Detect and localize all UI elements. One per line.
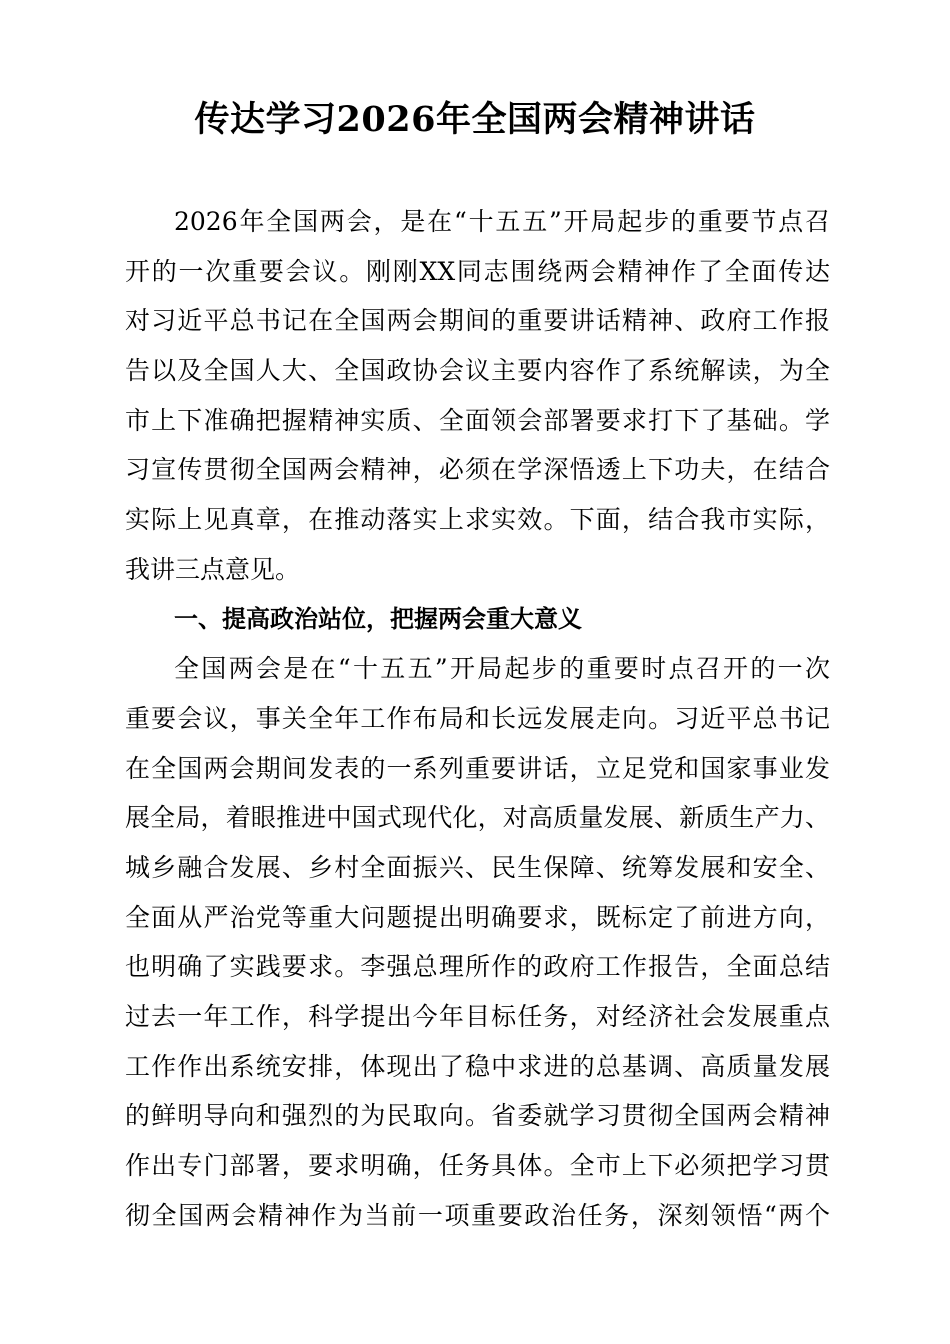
document-title: 传达学习2026年全国两会精神讲话 [194,99,756,140]
paragraph-line: 重要会议，事关全年工作布局和长远发展走向。习近平总书记 [125,703,830,733]
paragraph-line: 告以及全国人大、全国政协会议主要内容作了系统解读，为全 [125,356,830,386]
paragraph-line: 的鲜明导向和强烈的为民取向。省委就学习贯彻全国两会精神 [125,1101,830,1131]
paragraph-line: 对习近平总书记在全国两会期间的重要讲话精神、政府工作报 [125,306,830,336]
paragraph-line: 在全国两会期间发表的一系列重要讲话，立足党和国家事业发 [125,753,830,783]
paragraph-line: 彻全国两会精神作为当前一项重要政治任务，深刻领悟“两个 [125,1200,830,1230]
paragraph-line: 习宣传贯彻全国两会精神，必须在学深悟透上下功夫，在结合 [125,455,830,485]
section-heading: 一、提高政治站位，把握两会重大意义 [174,604,582,633]
paragraph-line: 作出专门部署，要求明确，任务具体。全市上下必须把学习贯 [125,1151,830,1181]
document-body [125,197,830,1240]
paragraph-line: 全面从严治党等重大问题提出明确要求，既标定了前进方向， [125,902,830,932]
paragraph-line: 全国两会是在“十五五”开局起步的重要时点召开的一次 [174,654,830,684]
paragraph-line: 展全局，着眼推进中国式现代化，对高质量发展、新质生产力、 [125,803,830,833]
paragraph-line: 城乡融合发展、乡村全面振兴、民生保障、统筹发展和安全、 [125,852,830,882]
paragraph-line: 实际上见真章，在推动落实上求实效。下面，结合我市实际， [125,505,830,535]
paragraph-line: 工作作出系统安排，体现出了稳中求进的总基调、高质量发展 [125,1051,830,1081]
paragraph-line: 开的一次重要会议。刚刚XX同志围绕两会精神作了全面传达 [125,256,830,286]
paragraph-line: 市上下准确把握精神实质、全面领会部署要求打下了基础。学 [125,405,830,435]
paragraph-line: 我讲三点意见。 [125,554,301,584]
paragraph-line: 2026年全国两会，是在“十五五”开局起步的重要节点召 [174,207,830,236]
paragraph-line: 也明确了实践要求。李强总理所作的政府工作报告，全面总结 [125,952,830,982]
paragraph-line: 过去一年工作，科学提出今年目标任务，对经济社会发展重点 [125,1002,830,1031]
